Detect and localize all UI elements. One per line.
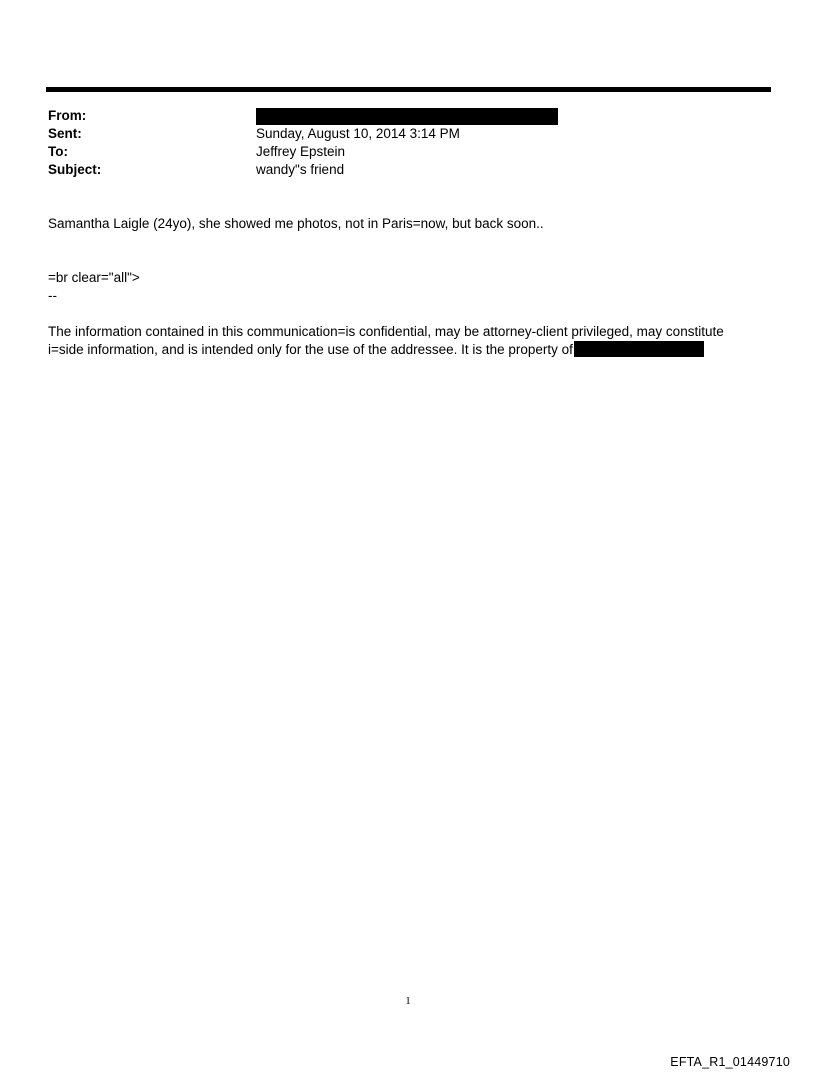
subject-row	[48, 161, 748, 179]
subject-value: wandy"s friend	[256, 162, 345, 177]
property-owner-redaction	[574, 341, 704, 357]
page-number: 1	[405, 995, 411, 1007]
header-divider	[46, 87, 771, 92]
sent-label: Sent:	[48, 126, 82, 141]
sent-row	[48, 125, 748, 143]
email-header	[48, 107, 748, 179]
signature-separator: --	[48, 288, 57, 303]
to-value: Jeffrey Epstein	[256, 144, 346, 159]
html-artifact-text: =br clear="all">	[48, 270, 140, 285]
message-text: Samantha Laigle (24yo), she showed me photos, not in Paris=now, but back soon..	[48, 216, 544, 231]
to-row	[48, 143, 748, 161]
from-label: From:	[48, 108, 87, 123]
from-row	[48, 107, 748, 125]
from-redaction	[256, 108, 558, 125]
disclaimer-line-1: The information contained in this communication=is confidential, may be attorney-client privileged, may constitute	[48, 324, 724, 339]
disclaimer-line-2-text: i=side information, and is intended only for the use of the addressee. It is the property of	[48, 342, 573, 357]
document-id: EFTA_R1_01449710	[670, 1055, 790, 1069]
to-label: To:	[48, 144, 68, 159]
subject-label: Subject:	[48, 162, 102, 177]
sent-value: Sunday, August 10, 2014 3:14 PM	[256, 126, 460, 141]
disclaimer-line-2	[48, 341, 704, 359]
